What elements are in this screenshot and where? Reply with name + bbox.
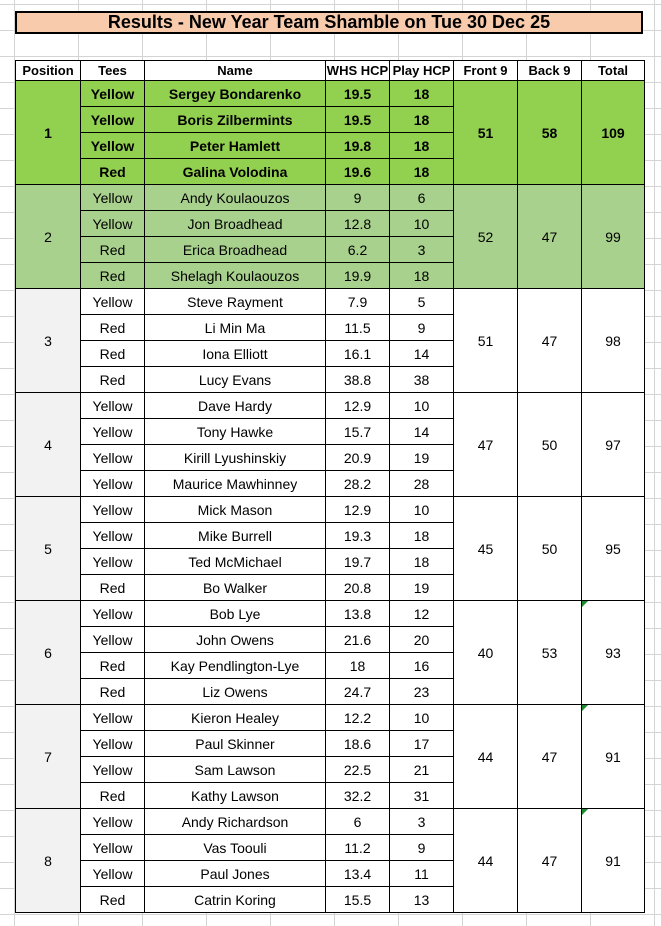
player-name-cell[interactable]: Sam Lawson — [145, 757, 326, 783]
whs-hcp-cell[interactable]: 16.1 — [326, 341, 390, 367]
header-play-hcp[interactable]: Play HCP — [390, 61, 454, 81]
play-hcp-cell[interactable]: 18 — [390, 159, 454, 185]
position-cell[interactable]: 8 — [16, 809, 81, 913]
player-name-cell[interactable]: Peter Hamlett — [145, 133, 326, 159]
table-row — [16, 289, 645, 315]
whs-hcp-cell[interactable]: 6.2 — [326, 237, 390, 263]
position-cell[interactable]: 6 — [16, 601, 81, 705]
play-hcp-cell[interactable]: 20 — [390, 627, 454, 653]
whs-hcp-cell[interactable]: 12.2 — [326, 705, 390, 731]
front-9-cell[interactable]: 44 — [454, 705, 518, 809]
player-name-cell[interactable]: Lucy Evans — [145, 367, 326, 393]
header-front-9[interactable]: Front 9 — [454, 61, 518, 81]
tees-cell[interactable]: Red — [81, 575, 145, 601]
play-hcp-cell[interactable]: 14 — [390, 419, 454, 445]
player-name-cell[interactable]: Ted McMichael — [145, 549, 326, 575]
whs-hcp-cell[interactable]: 6 — [326, 809, 390, 835]
player-name-cell[interactable]: Li Min Ma — [145, 315, 326, 341]
tees-cell[interactable]: Red — [81, 679, 145, 705]
back-9-cell[interactable]: 58 — [518, 81, 582, 185]
player-name-cell[interactable]: Maurice Mawhinney — [145, 471, 326, 497]
whs-hcp-cell[interactable]: 12.9 — [326, 497, 390, 523]
player-name-cell[interactable]: Boris Zilbermints — [145, 107, 326, 133]
tees-cell[interactable]: Red — [81, 367, 145, 393]
whs-hcp-cell[interactable]: 11.2 — [326, 835, 390, 861]
tees-cell[interactable]: Yellow — [81, 731, 145, 757]
play-hcp-cell[interactable]: 5 — [390, 289, 454, 315]
whs-hcp-cell[interactable]: 9 — [326, 185, 390, 211]
play-hcp-cell[interactable]: 10 — [390, 705, 454, 731]
play-hcp-cell[interactable]: 38 — [390, 367, 454, 393]
back-9-cell[interactable]: 47 — [518, 185, 582, 289]
back-9-cell[interactable]: 50 — [518, 497, 582, 601]
player-name-cell[interactable]: Catrin Koring — [145, 887, 326, 913]
whs-hcp-cell[interactable]: 20.9 — [326, 445, 390, 471]
header-name[interactable]: Name — [145, 61, 326, 81]
position-cell[interactable]: 3 — [16, 289, 81, 393]
whs-hcp-cell[interactable]: 15.5 — [326, 887, 390, 913]
whs-hcp-cell[interactable]: 18.6 — [326, 731, 390, 757]
tees-cell[interactable]: Yellow — [81, 861, 145, 887]
table-row — [16, 497, 645, 523]
player-name-cell[interactable]: Mick Mason — [145, 497, 326, 523]
play-hcp-cell[interactable]: 19 — [390, 575, 454, 601]
whs-hcp-cell[interactable]: 13.4 — [326, 861, 390, 887]
tees-cell[interactable]: Yellow — [81, 393, 145, 419]
player-name-cell[interactable]: Andy Koulaouzos — [145, 185, 326, 211]
tees-cell[interactable]: Red — [81, 237, 145, 263]
tees-cell[interactable]: Yellow — [81, 289, 145, 315]
whs-hcp-cell[interactable]: 19.9 — [326, 263, 390, 289]
player-name-cell[interactable]: Liz Owens — [145, 679, 326, 705]
play-hcp-cell[interactable]: 10 — [390, 211, 454, 237]
total-cell[interactable]: 93 — [582, 601, 645, 705]
whs-hcp-cell[interactable]: 11.5 — [326, 315, 390, 341]
play-hcp-cell[interactable]: 18 — [390, 107, 454, 133]
whs-hcp-cell[interactable]: 19.5 — [326, 81, 390, 107]
play-hcp-cell[interactable]: 10 — [390, 393, 454, 419]
player-name-cell[interactable]: Galina Volodina — [145, 159, 326, 185]
header-position[interactable]: Position — [16, 61, 81, 81]
whs-hcp-cell[interactable]: 19.3 — [326, 523, 390, 549]
tees-cell[interactable]: Yellow — [81, 523, 145, 549]
play-hcp-cell[interactable]: 21 — [390, 757, 454, 783]
tees-cell[interactable]: Red — [81, 159, 145, 185]
total-cell[interactable]: 98 — [582, 289, 645, 393]
table-row — [16, 81, 645, 107]
player-name-cell[interactable]: John Owens — [145, 627, 326, 653]
position-cell[interactable]: 5 — [16, 497, 81, 601]
tees-cell[interactable]: Yellow — [81, 81, 145, 107]
play-hcp-cell[interactable]: 3 — [390, 809, 454, 835]
position-cell[interactable]: 7 — [16, 705, 81, 809]
table-row — [16, 393, 645, 419]
tees-cell[interactable]: Yellow — [81, 471, 145, 497]
header-back-9[interactable]: Back 9 — [518, 61, 582, 81]
player-name-cell[interactable]: Kirill Lyushinskiy — [145, 445, 326, 471]
player-name-cell[interactable]: Bo Walker — [145, 575, 326, 601]
whs-hcp-cell[interactable]: 32.2 — [326, 783, 390, 809]
header-total[interactable]: Total — [582, 61, 645, 81]
play-hcp-cell[interactable]: 14 — [390, 341, 454, 367]
tees-cell[interactable]: Yellow — [81, 809, 145, 835]
tees-cell[interactable]: Yellow — [81, 211, 145, 237]
back-9-cell[interactable]: 53 — [518, 601, 582, 705]
play-hcp-cell[interactable]: 12 — [390, 601, 454, 627]
play-hcp-cell[interactable]: 9 — [390, 315, 454, 341]
play-hcp-cell[interactable]: 11 — [390, 861, 454, 887]
whs-hcp-cell[interactable]: 19.7 — [326, 549, 390, 575]
tees-cell[interactable]: Yellow — [81, 549, 145, 575]
player-name-cell[interactable]: Iona Elliott — [145, 341, 326, 367]
front-9-cell[interactable]: 47 — [454, 393, 518, 497]
table-row — [16, 601, 645, 627]
front-9-cell[interactable]: 44 — [454, 809, 518, 913]
total-cell[interactable]: 97 — [582, 393, 645, 497]
back-9-cell[interactable]: 47 — [518, 809, 582, 913]
tees-cell[interactable]: Yellow — [81, 445, 145, 471]
whs-hcp-cell[interactable]: 19.6 — [326, 159, 390, 185]
player-name-cell[interactable]: Kieron Healey — [145, 705, 326, 731]
tees-cell[interactable]: Red — [81, 887, 145, 913]
results-title: Results - New Year Team Shamble on Tue 30 Dec 25 — [15, 11, 643, 34]
player-name-cell[interactable]: Erica Broadhead — [145, 237, 326, 263]
tees-cell[interactable]: Red — [81, 341, 145, 367]
whs-hcp-cell[interactable]: 18 — [326, 653, 390, 679]
tees-cell[interactable]: Red — [81, 653, 145, 679]
player-name-cell[interactable]: Andy Richardson — [145, 809, 326, 835]
play-hcp-cell[interactable]: 18 — [390, 81, 454, 107]
play-hcp-cell[interactable]: 13 — [390, 887, 454, 913]
tees-cell[interactable]: Red — [81, 263, 145, 289]
results-body — [16, 81, 645, 913]
header-row — [16, 61, 645, 81]
header-whs-hcp[interactable]: WHS HCP — [326, 61, 390, 81]
player-name-cell[interactable]: Paul Skinner — [145, 731, 326, 757]
play-hcp-cell[interactable]: 19 — [390, 445, 454, 471]
front-9-cell[interactable]: 51 — [454, 289, 518, 393]
back-9-cell[interactable]: 47 — [518, 289, 582, 393]
back-9-cell[interactable]: 50 — [518, 393, 582, 497]
table-row — [16, 809, 645, 835]
play-hcp-cell[interactable]: 16 — [390, 653, 454, 679]
header-tees[interactable]: Tees — [81, 61, 145, 81]
front-9-cell[interactable]: 40 — [454, 601, 518, 705]
whs-hcp-cell[interactable]: 21.6 — [326, 627, 390, 653]
whs-hcp-cell[interactable]: 12.8 — [326, 211, 390, 237]
player-name-cell[interactable]: Bob Lye — [145, 601, 326, 627]
player-name-cell[interactable]: Mike Burrell — [145, 523, 326, 549]
whs-hcp-cell[interactable]: 20.8 — [326, 575, 390, 601]
tees-cell[interactable]: Yellow — [81, 627, 145, 653]
back-9-cell[interactable]: 47 — [518, 705, 582, 809]
tees-cell[interactable]: Yellow — [81, 107, 145, 133]
whs-hcp-cell[interactable]: 12.9 — [326, 393, 390, 419]
whs-hcp-cell[interactable]: 38.8 — [326, 367, 390, 393]
player-name-cell[interactable]: Vas Toouli — [145, 835, 326, 861]
total-cell[interactable]: 91 — [582, 705, 645, 809]
total-cell[interactable]: 95 — [582, 497, 645, 601]
play-hcp-cell[interactable]: 6 — [390, 185, 454, 211]
whs-hcp-cell[interactable]: 19.5 — [326, 107, 390, 133]
whs-hcp-cell[interactable]: 7.9 — [326, 289, 390, 315]
table-row — [16, 705, 645, 731]
whs-hcp-cell[interactable]: 13.8 — [326, 601, 390, 627]
player-name-cell[interactable]: Kay Pendlington-Lye — [145, 653, 326, 679]
tees-cell[interactable]: Yellow — [81, 133, 145, 159]
play-hcp-cell[interactable]: 31 — [390, 783, 454, 809]
tees-cell[interactable]: Red — [81, 783, 145, 809]
play-hcp-cell[interactable]: 18 — [390, 523, 454, 549]
tees-cell[interactable]: Red — [81, 315, 145, 341]
player-name-cell[interactable]: Steve Rayment — [145, 289, 326, 315]
player-name-cell[interactable]: Jon Broadhead — [145, 211, 326, 237]
front-9-cell[interactable]: 52 — [454, 185, 518, 289]
play-hcp-cell[interactable]: 18 — [390, 133, 454, 159]
play-hcp-cell[interactable]: 17 — [390, 731, 454, 757]
player-name-cell[interactable]: Kathy Lawson — [145, 783, 326, 809]
position-cell[interactable]: 4 — [16, 393, 81, 497]
play-hcp-cell[interactable]: 18 — [390, 263, 454, 289]
tees-cell[interactable]: Yellow — [81, 705, 145, 731]
play-hcp-cell[interactable]: 9 — [390, 835, 454, 861]
tees-cell[interactable]: Yellow — [81, 757, 145, 783]
total-cell[interactable]: 99 — [582, 185, 645, 289]
tees-cell[interactable]: Yellow — [81, 497, 145, 523]
front-9-cell[interactable]: 45 — [454, 497, 518, 601]
player-name-cell[interactable]: Sergey Bondarenko — [145, 81, 326, 107]
table-row — [16, 185, 645, 211]
player-name-cell[interactable]: Dave Hardy — [145, 393, 326, 419]
whs-hcp-cell[interactable]: 19.8 — [326, 133, 390, 159]
tees-cell[interactable]: Yellow — [81, 835, 145, 861]
tees-cell[interactable]: Yellow — [81, 185, 145, 211]
play-hcp-cell[interactable]: 23 — [390, 679, 454, 705]
play-hcp-cell[interactable]: 28 — [390, 471, 454, 497]
play-hcp-cell[interactable]: 3 — [390, 237, 454, 263]
total-cell[interactable]: 91 — [582, 809, 645, 913]
tees-cell[interactable]: Yellow — [81, 419, 145, 445]
play-hcp-cell[interactable]: 18 — [390, 549, 454, 575]
play-hcp-cell[interactable]: 10 — [390, 497, 454, 523]
position-cell[interactable]: 1 — [16, 81, 81, 185]
player-name-cell[interactable]: Shelagh Koulaouzos — [145, 263, 326, 289]
player-name-cell[interactable]: Tony Hawke — [145, 419, 326, 445]
tees-cell[interactable]: Yellow — [81, 601, 145, 627]
whs-hcp-cell[interactable]: 15.7 — [326, 419, 390, 445]
whs-hcp-cell[interactable]: 22.5 — [326, 757, 390, 783]
total-cell[interactable]: 109 — [582, 81, 645, 185]
whs-hcp-cell[interactable]: 24.7 — [326, 679, 390, 705]
player-name-cell[interactable]: Paul Jones — [145, 861, 326, 887]
position-cell[interactable]: 2 — [16, 185, 81, 289]
front-9-cell[interactable]: 51 — [454, 81, 518, 185]
whs-hcp-cell[interactable]: 28.2 — [326, 471, 390, 497]
results-table — [15, 60, 645, 913]
